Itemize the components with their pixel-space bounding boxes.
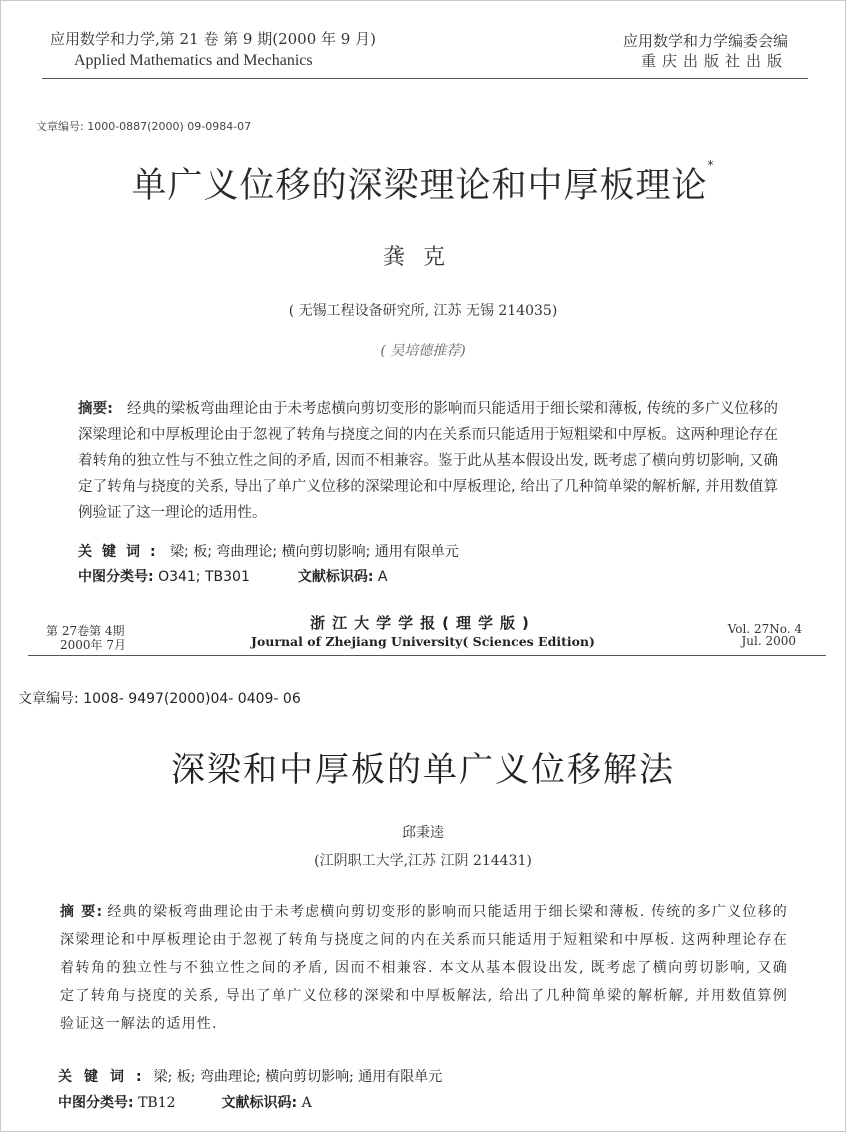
abstract-label: 摘 要:: [60, 904, 104, 920]
affiliation: (江阴职工大学,江苏 江阴 214431): [314, 853, 532, 869]
journal-header-en: Applied Mathematics and Mechanics: [74, 52, 313, 69]
author: 邱秉逵: [402, 825, 444, 841]
abstract-label: 摘要:: [78, 401, 113, 417]
clc-value: O341; TB301: [158, 569, 250, 585]
author: 龚克: [382, 245, 463, 270]
header-rule: [42, 78, 808, 79]
paper-title: [0, 158, 846, 208]
abstract-text: 经典的梁板弯曲理论由于未考虑横向剪切变形的影响而只能适用于细长梁和薄板, 传统的多广义位移的深梁理论和中厚板理论由于忽视了转角与挠度之间的内在关系而只能适用于短粗梁和中厚板。这两种理论存在着转角的独立性与不独立性之间的矛盾, 因而不相兼容。鉴于此从基本假设出发, 既考虑了横向剪切影响, 又确定了转角与挠度的关系, 导出了单广义位移的深梁理论和中厚板理论, 给出了几种简单梁的解析解, 并用数值算例验证了这一理论的适用性。: [78, 401, 778, 521]
abstract: [60, 898, 788, 1038]
issue-date-en: Jul. 2000: [741, 634, 796, 648]
paper-title: 深梁和中厚板的单广义位移解法: [171, 750, 675, 790]
paper-title-text: 单广义位移的深梁理论和中厚板理论: [131, 166, 708, 206]
article-number: 文章编号: 1008- 9497(2000)04- 0409- 06: [18, 691, 301, 707]
journal-header-cn: 应用数学和力学,第 21 卷 第 9 期(2000 年 9 月): [50, 30, 376, 48]
volume-issue: 第 27卷第 4期: [46, 624, 125, 638]
doc-code-label: 文献标识码:: [221, 1095, 298, 1111]
doc-code-label: 文献标识码:: [297, 569, 374, 585]
recommender: ( 吴培德推荐): [380, 343, 466, 359]
classification-line: [78, 566, 388, 586]
publisher-line-2: 重庆出版社出版: [640, 52, 788, 70]
keywords: [78, 541, 459, 561]
affiliation: ( 无锡工程设备研究所, 江苏 无锡 214035): [288, 303, 558, 319]
abstract-text: 经典的梁板弯曲理论由于未考虑横向剪切变形的影响而只能适用于细长梁和薄板. 传统的多广义位移的深梁理论和中厚板理论由于忽视了转角与挠度之间的内在关系而只能适用于短粗梁和中厚板. 这两种理论存在着转角的独立性与不独立性之间的矛盾, 因而不相兼容. 本文从基本假设出发, 既考虑了横向剪切影响, 又确定了转角与挠度的关系, 导出了单广义位移的深梁和中厚板解法, 给出了几种简单梁的解析解, 并用数值算例验证这一解法的适用性.: [60, 904, 788, 1032]
clc-label: 中图分类号:: [58, 1095, 134, 1111]
keywords-label: 关键词:: [78, 544, 166, 560]
abstract: [78, 396, 778, 526]
article-number: 文章编号: 1000-0887(2000) 09-0984-07: [36, 120, 252, 133]
doc-code-value: A: [377, 569, 388, 585]
header-rule: [28, 655, 826, 656]
keywords-text: 梁; 板; 弯曲理论; 横向剪切影响; 通用有限单元: [153, 1069, 443, 1085]
issue-date: 2000年 7月: [60, 638, 126, 652]
journal-name-cn: 浙江大学学报(理学版): [310, 614, 536, 632]
keywords: [58, 1066, 442, 1086]
publisher-line-1: 应用数学和力学编委会编: [622, 32, 788, 50]
classification-line: [58, 1092, 312, 1112]
volume-issue-en: Vol. 27No. 4: [727, 622, 802, 636]
keywords-text: 梁; 板; 弯曲理论; 横向剪切影响; 通用有限单元: [170, 544, 459, 560]
clc-label: 中图分类号:: [78, 569, 154, 585]
journal-name-en: Journal of Zhejiang University( Sciences Edition): [251, 634, 595, 649]
clc-value: TB12: [138, 1095, 176, 1111]
title-footnote-mark: *: [707, 158, 715, 172]
doc-code-value: A: [301, 1095, 312, 1111]
keywords-label: 关键词:: [58, 1069, 154, 1085]
